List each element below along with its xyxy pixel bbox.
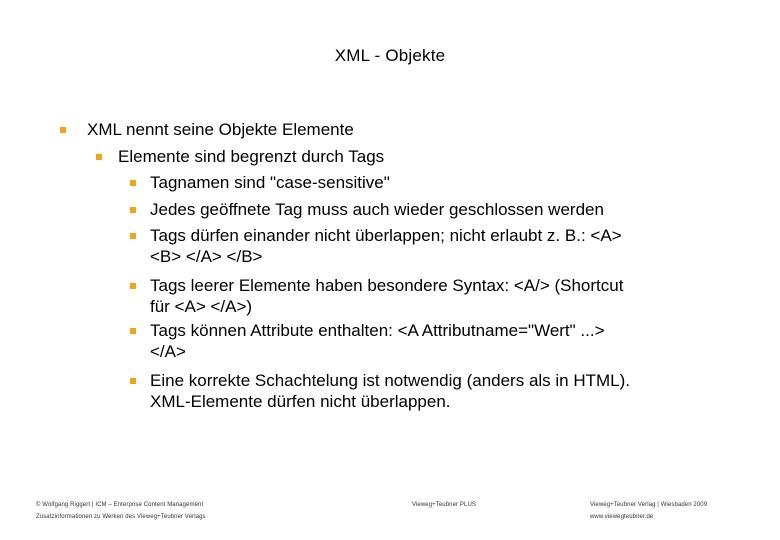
footer-info: Zusatzinformationen zu Werken des Vieweg+Teubner Verlags — [36, 514, 206, 520]
bullet-icon — [130, 378, 136, 384]
bullet-item-line2: <B> </A> </B> — [150, 247, 263, 266]
bullet-item: XML nennt seine Objekte Elemente — [87, 120, 354, 139]
bullet-item: Elemente sind begrenzt durch Tags — [118, 147, 385, 166]
bullet-item-line1: Tags leerer Elemente haben besondere Syntax: <A/> (Shortcut — [150, 276, 624, 295]
bullet-icon — [130, 233, 136, 239]
bullet-icon — [130, 328, 136, 334]
footer-publisher: Vieweg+Teubner Verlag | Wiesbaden 2009 — [590, 502, 708, 508]
bullet-icon — [60, 127, 66, 133]
footer-center: Vieweg+Teubner PLUS — [412, 502, 476, 508]
bullet-item-line2: </A> — [150, 342, 186, 361]
bullet-item: Jedes geöffnete Tag muss auch wieder geschlossen werden — [150, 200, 604, 219]
footer-website: www.viewegteubner.de — [590, 514, 654, 520]
bullet-icon — [96, 154, 102, 160]
bullet-icon — [130, 283, 136, 289]
bullet-icon — [130, 207, 136, 213]
footer-copyright: © Wolfgang Riggert | ICM – Enterprise Content Management — [36, 502, 204, 508]
bullet-item-line2: für <A> </A>) — [150, 297, 253, 316]
slide-title: XML - Objekte — [334, 46, 446, 65]
bullet-item-line1: Eine korrekte Schachtelung ist notwendig (anders als in HTML). — [150, 371, 631, 390]
bullet-item: Tagnamen sind "case-sensitive" — [150, 173, 390, 192]
bullet-icon — [130, 180, 136, 186]
bullet-item-line1: Tags dürfen einander nicht überlappen; nicht erlaubt z. B.: <A> — [150, 226, 622, 245]
bullet-item-line2: XML-Elemente dürfen nicht überlappen. — [150, 392, 451, 411]
bullet-item-line1: Tags können Attribute enthalten: <A Attributname="Wert" ...> — [150, 321, 605, 340]
